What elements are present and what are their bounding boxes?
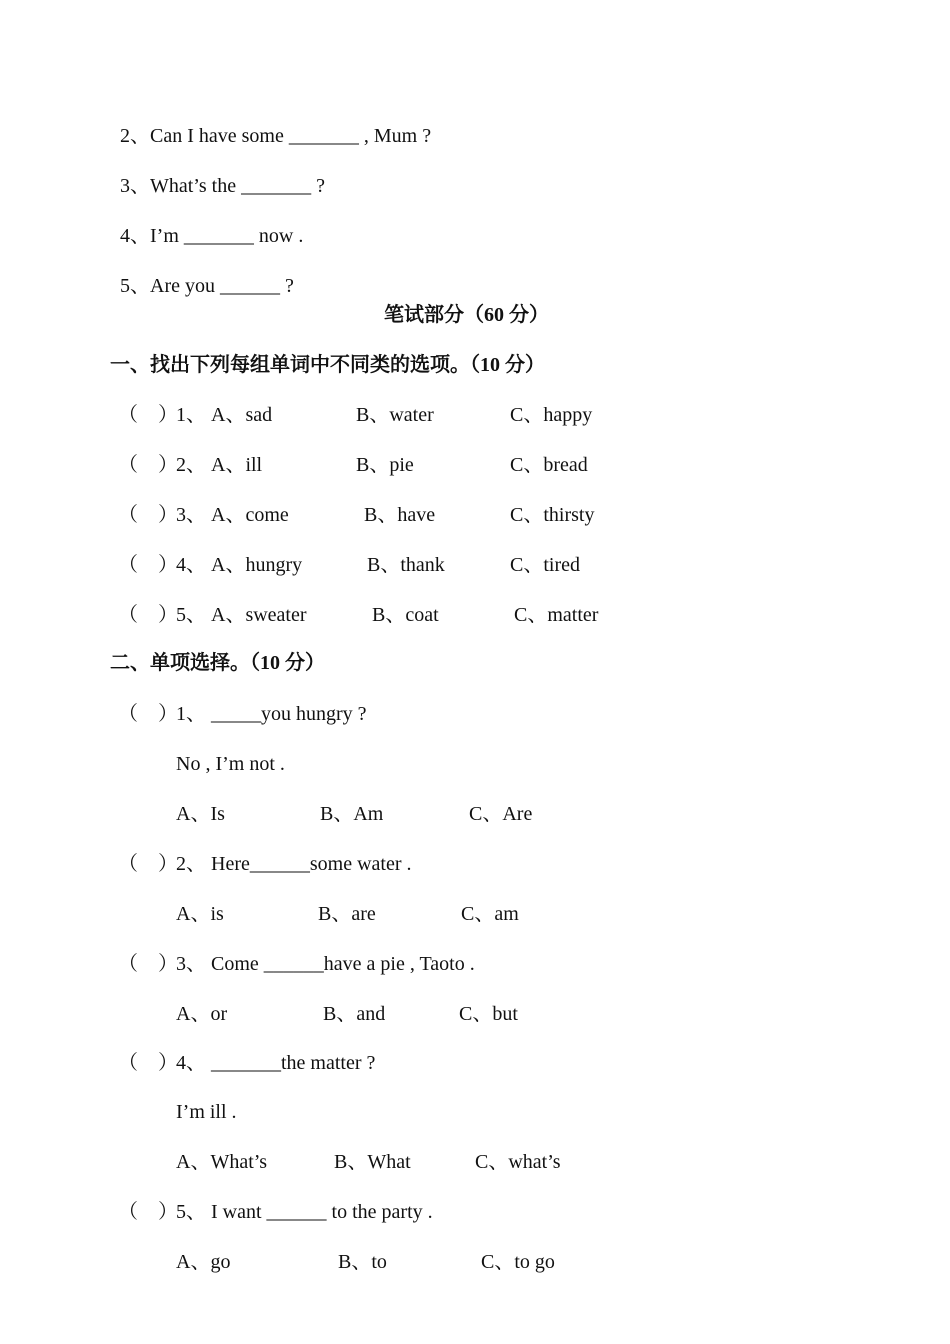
option-a: A、sweater	[211, 604, 307, 626]
fill-item-5	[110, 256, 294, 296]
option-c: C、happy	[510, 404, 593, 426]
answer-parentheses[interactable]: （ ）	[118, 604, 178, 626]
fill-text: Are you ______ ?	[150, 275, 294, 297]
option-b: B、Am	[320, 803, 384, 825]
fill-number: 2、	[120, 125, 150, 147]
section2-title: 二、单项选择。（10 分）	[110, 652, 325, 674]
question-text: _______the matter ?	[211, 1052, 376, 1074]
option-c: C、what’s	[475, 1151, 561, 1173]
item-number: 1、	[176, 703, 206, 725]
item-number: 4、	[176, 554, 206, 576]
option-b: B、thank	[367, 554, 445, 576]
item-number: 1、	[176, 404, 206, 426]
option-a: A、What’s	[176, 1151, 268, 1173]
question-text: I want ______ to the party .	[211, 1201, 433, 1223]
answer-parentheses[interactable]: （ ）	[118, 504, 178, 526]
item-number: 4、	[176, 1052, 206, 1074]
item-number: 2、	[176, 853, 206, 875]
option-b: B、and	[323, 1003, 386, 1025]
option-b: B、pie	[356, 454, 414, 476]
answer-parentheses[interactable]: （ ）	[118, 404, 178, 426]
question-text: Come ______have a pie , Taoto .	[211, 953, 475, 975]
option-a: A、hungry	[211, 554, 303, 576]
question-text: Here______some water .	[211, 853, 412, 875]
fill-item-4	[110, 206, 303, 246]
option-a: A、go	[176, 1251, 231, 1273]
option-c: C、bread	[510, 454, 588, 476]
option-c: C、Are	[469, 803, 533, 825]
option-c: C、thirsty	[510, 504, 595, 526]
option-b: B、coat	[372, 604, 439, 626]
option-a: A、come	[211, 504, 289, 526]
option-b: B、What	[334, 1151, 411, 1173]
section1-title: 一、找出下列每组单词中不同类的选项。（10 分）	[110, 354, 545, 376]
option-a: A、sad	[211, 404, 273, 426]
fill-number: 4、	[120, 225, 150, 247]
fill-number: 5、	[120, 275, 150, 297]
fill-text: Can I have some _______ , Mum ?	[150, 125, 432, 147]
answer-parentheses[interactable]: （ ）	[118, 554, 178, 576]
item-number: 5、	[176, 604, 206, 626]
option-a: A、Is	[176, 803, 225, 825]
fill-number: 3、	[120, 175, 150, 197]
item-number: 3、	[176, 953, 206, 975]
written-part-title: 笔试部分（60 分）	[384, 304, 549, 326]
fill-item-2	[110, 106, 431, 146]
item-number: 2、	[176, 454, 206, 476]
question-text: _____you hungry ?	[211, 703, 367, 725]
response-text: No , I’m not .	[176, 753, 285, 775]
option-c: C、but	[459, 1003, 518, 1025]
answer-parentheses[interactable]: （ ）	[118, 703, 178, 725]
option-b: B、have	[364, 504, 436, 526]
option-b: B、water	[356, 404, 434, 426]
answer-parentheses[interactable]: （ ）	[118, 853, 178, 875]
response-text: I’m ill .	[176, 1101, 237, 1123]
option-c: C、tired	[510, 554, 580, 576]
item-number: 3、	[176, 504, 206, 526]
option-c: C、matter	[514, 604, 599, 626]
option-c: C、am	[461, 903, 519, 925]
option-a: A、is	[176, 903, 224, 925]
option-a: A、or	[176, 1003, 228, 1025]
answer-parentheses[interactable]: （ ）	[118, 454, 178, 476]
answer-parentheses[interactable]: （ ）	[118, 1201, 178, 1223]
answer-parentheses[interactable]: （ ）	[118, 953, 178, 975]
option-b: B、to	[338, 1251, 387, 1273]
fill-text: What’s the _______ ?	[150, 175, 325, 197]
item-number: 5、	[176, 1201, 206, 1223]
option-a: A、ill	[211, 454, 263, 476]
answer-parentheses[interactable]: （ ）	[118, 1052, 178, 1074]
fill-item-3	[110, 156, 325, 196]
option-c: C、to go	[481, 1251, 555, 1273]
fill-text: I’m _______ now .	[150, 225, 304, 247]
option-b: B、are	[318, 903, 376, 925]
